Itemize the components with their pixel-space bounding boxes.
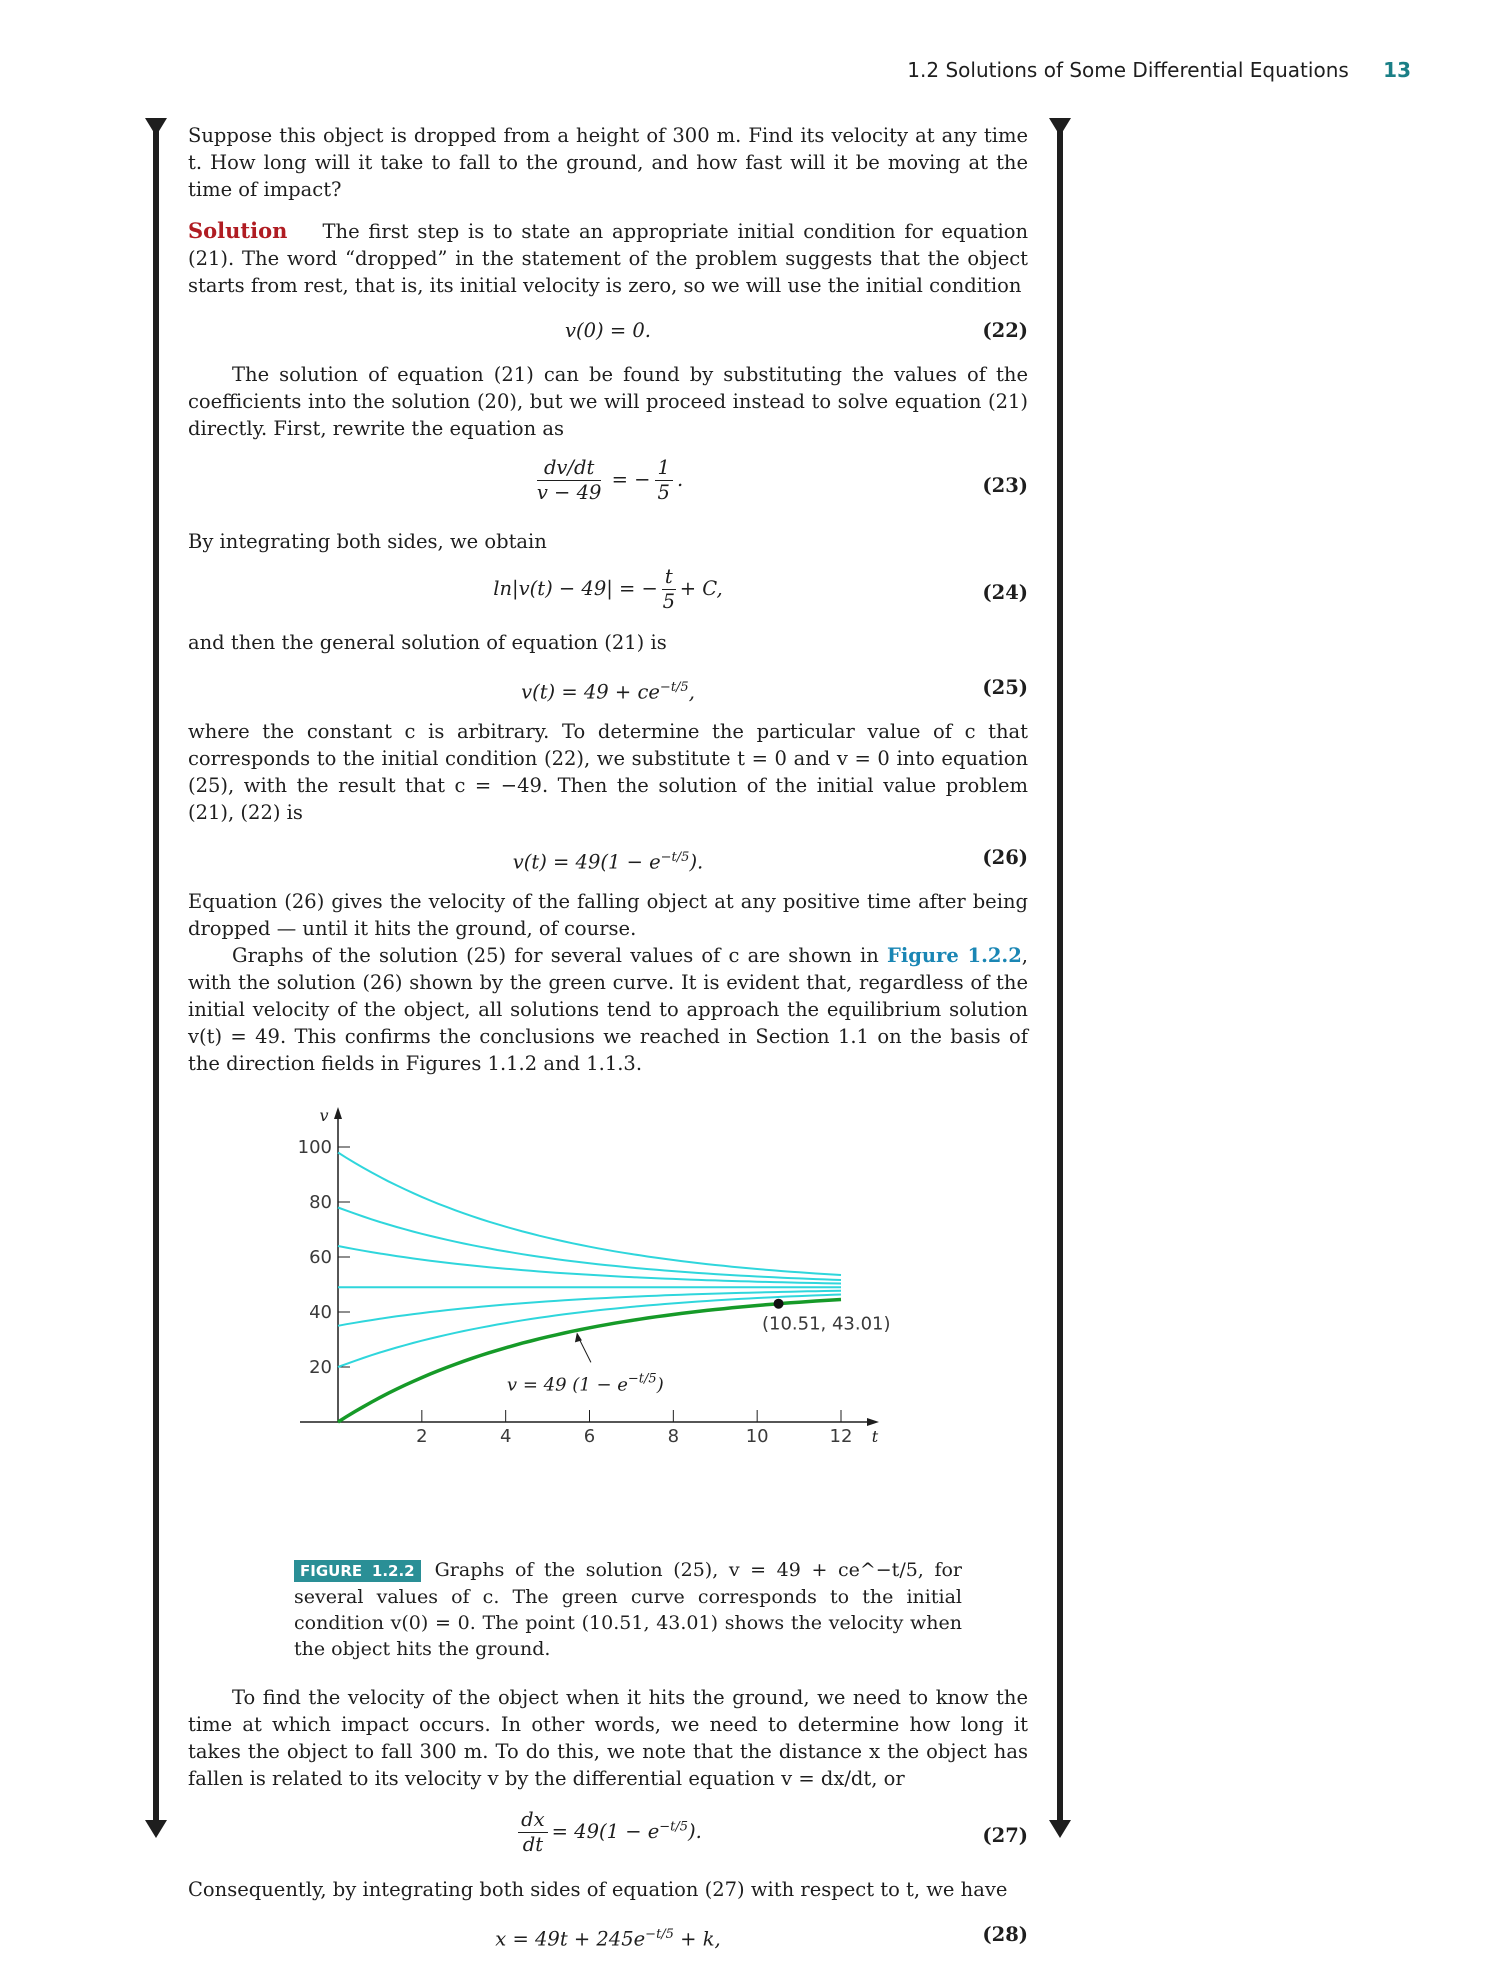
impact-point [774, 1299, 784, 1309]
equation-27-number: (27) [982, 1824, 1028, 1847]
paragraph-7: Equation (26) gives the velocity of the falling object at any positive time after being dropped — until it hits the ground, of course. [188, 890, 1028, 940]
x-tick-label: 8 [667, 1426, 680, 1447]
eq23-numerator: dv/dt [537, 456, 602, 481]
paragraph-10: Consequently, by integrating both sides of equation (27) with respect to t, we have [188, 1878, 1008, 1901]
right-bar-top-arrow-icon [1049, 118, 1071, 136]
right-margin-bar [1057, 130, 1063, 1822]
equation-22-number: (22) [982, 319, 1028, 342]
page-header [907, 58, 1411, 82]
eq26-lhs: v(t) = 49(1 − e [512, 850, 661, 874]
x-axis-label: t [871, 1427, 879, 1446]
figure-caption-text: Graphs of the solution (25), v = 49 + ce^−t/5, for several values of c. The green curve corresponds to the initial condition v(0) = 0. The point (10.51, 43.01) shows the velocity when the object hits the ground. [294, 1559, 962, 1660]
paragraph-4: By integrating both sides, we obtain [188, 530, 547, 553]
figure-tag: FIGURE 1.2.2 [294, 1560, 421, 1582]
equation-28 [188, 1909, 1028, 1959]
eq24-lhs: ln|v(t) − 49| = − [493, 577, 658, 600]
left-margin-bar [153, 130, 159, 1822]
figure-link[interactable]: Figure 1.2.2 [886, 944, 1022, 967]
eq23-tail: . [676, 468, 684, 491]
y-tick-label: 40 [309, 1302, 332, 1323]
left-bar-top-arrow-icon [145, 118, 167, 136]
page-number: 13 [1383, 58, 1411, 82]
equation-22 [188, 305, 1028, 355]
eq28-tail: + k, [673, 1927, 721, 1951]
x-tick-label: 4 [499, 1426, 512, 1447]
main-text [188, 122, 1028, 1965]
chart-svg [188, 1087, 1028, 1557]
equation-26-number: (26) [982, 846, 1028, 869]
equation-22-expr: v(0) = 0. [565, 319, 651, 342]
y-axis-label: v [319, 1106, 329, 1125]
paragraph-8 [188, 942, 1028, 1077]
eq25-tail: , [688, 680, 695, 704]
eq27-numerator: dx [518, 1808, 547, 1833]
eq23-denominator: v − 49 [536, 481, 602, 504]
solution-text: The first step is to state an appropriate initial condition for equation (21). The word “dropped” in the statement of the problem suggests that the object starts from rest, that is, its initial velocity is zero, so we will use the initial condition [188, 220, 1028, 297]
eq24-denominator: 5 [662, 590, 676, 613]
equation-25-number: (25) [982, 676, 1028, 699]
eq27-rhs: = 49(1 − e [551, 1820, 660, 1843]
equation-23-number: (23) [982, 474, 1028, 497]
figure-chart [188, 1087, 1028, 1557]
eq24-numerator: t [662, 565, 676, 590]
paragraph-8-part-a: Graphs of the solution (25) for several values of c are shown in [232, 944, 887, 967]
y-tick-label: 100 [297, 1137, 332, 1158]
equation-26 [188, 832, 1028, 882]
paragraph-1: Suppose this object is dropped from a height of 300 m. Find its velocity at any time t. How long will it take to fall to the ground, and how fast will it be moving at the time of impact? [188, 124, 1028, 201]
paragraph-2 [188, 217, 1028, 299]
right-bar-bottom-arrow-icon [1049, 1820, 1071, 1838]
eq27-exponent: −t/5 [659, 1819, 689, 1835]
equation-24 [188, 561, 1028, 623]
x-axis-arrow-icon [867, 1418, 879, 1426]
x-tick-label: 2 [416, 1426, 428, 1447]
eq27-denominator: dt [522, 1833, 544, 1856]
paragraph-9: To find the velocity of the object when it hits the ground, we need to know the time at which impact occurs. In other words, we need to determine how long it takes the object to fall 300 m. To do this, we note that the distance x the object has fallen is related to its velocity v by the differential equation v = dx/dt, or [188, 1686, 1028, 1790]
solution-curve [338, 1153, 841, 1276]
equation-28-number: (28) [982, 1923, 1028, 1946]
equation-24-number: (24) [982, 581, 1028, 604]
y-axis-arrow-icon [334, 1107, 342, 1119]
eq23-rhs-denominator: 5 [657, 481, 670, 504]
y-tick-label: 60 [309, 1247, 332, 1268]
paragraph-6: where the constant c is arbitrary. To determine the particular value of c that corresponds to the initial condition (22), we substitute t = 0 and v = 0 into equation (25), with the result that c = −49. Then the solution of the initial value problem (21), (22) is [188, 720, 1028, 824]
solution-label: Solution [188, 218, 288, 243]
x-tick-label: 12 [829, 1426, 853, 1447]
curve-annotation: v = 49 $(1 - e^{-t/5})$ [506, 1371, 664, 1396]
equation-27 [188, 1798, 1028, 1870]
eq25-exponent: −t/5 [659, 680, 689, 695]
paragraph-3: The solution of equation (21) can be found by substituting the values of the coefficients into the solution (20), but we will proceed instead to solve equation (21) directly. First, rewrite the equation as [188, 363, 1028, 440]
section-title: 1.2 Solutions of Some Differential Equations [907, 58, 1349, 82]
equation-25 [188, 662, 1028, 712]
paragraph-8-part-b: , with the solution (26) shown by the green curve. It is evident that, regardless of the initial velocity of the object, all solutions tend to approach the equilibrium solution v(t) = 49. This confirms the conclusions we reached in Section 1.1 on the basis of the direction fields in Figures 1.1.2 and 1.1.3. [188, 944, 1028, 1075]
eq23-rhs: = − [611, 468, 651, 491]
figure-caption [294, 1557, 962, 1662]
annotation-arrowhead-icon [575, 1332, 582, 1342]
paragraph-5: and then the general solution of equation (21) is [188, 631, 667, 654]
eq26-exponent: −t/5 [660, 850, 690, 865]
x-tick-label: 6 [583, 1426, 596, 1447]
y-tick-label: 20 [309, 1357, 332, 1378]
eq27-tail: ). [688, 1820, 702, 1843]
eq23-rhs-numerator: 1 [655, 456, 673, 481]
left-bar-bottom-arrow-icon [145, 1820, 167, 1838]
eq28-lhs: x = 49t + 245e [495, 1927, 646, 1951]
eq25-lhs: v(t) = 49 + ce [521, 680, 660, 704]
equation-23 [188, 448, 1028, 522]
y-tick-label: 80 [309, 1192, 332, 1213]
x-tick-label: 10 [745, 1426, 769, 1447]
impact-point-label: (10.51, 43.01) [761, 1313, 891, 1335]
eq28-exponent: −t/5 [645, 1927, 674, 1942]
eq24-rhs: + C, [679, 577, 723, 600]
eq26-tail: ). [689, 850, 704, 874]
